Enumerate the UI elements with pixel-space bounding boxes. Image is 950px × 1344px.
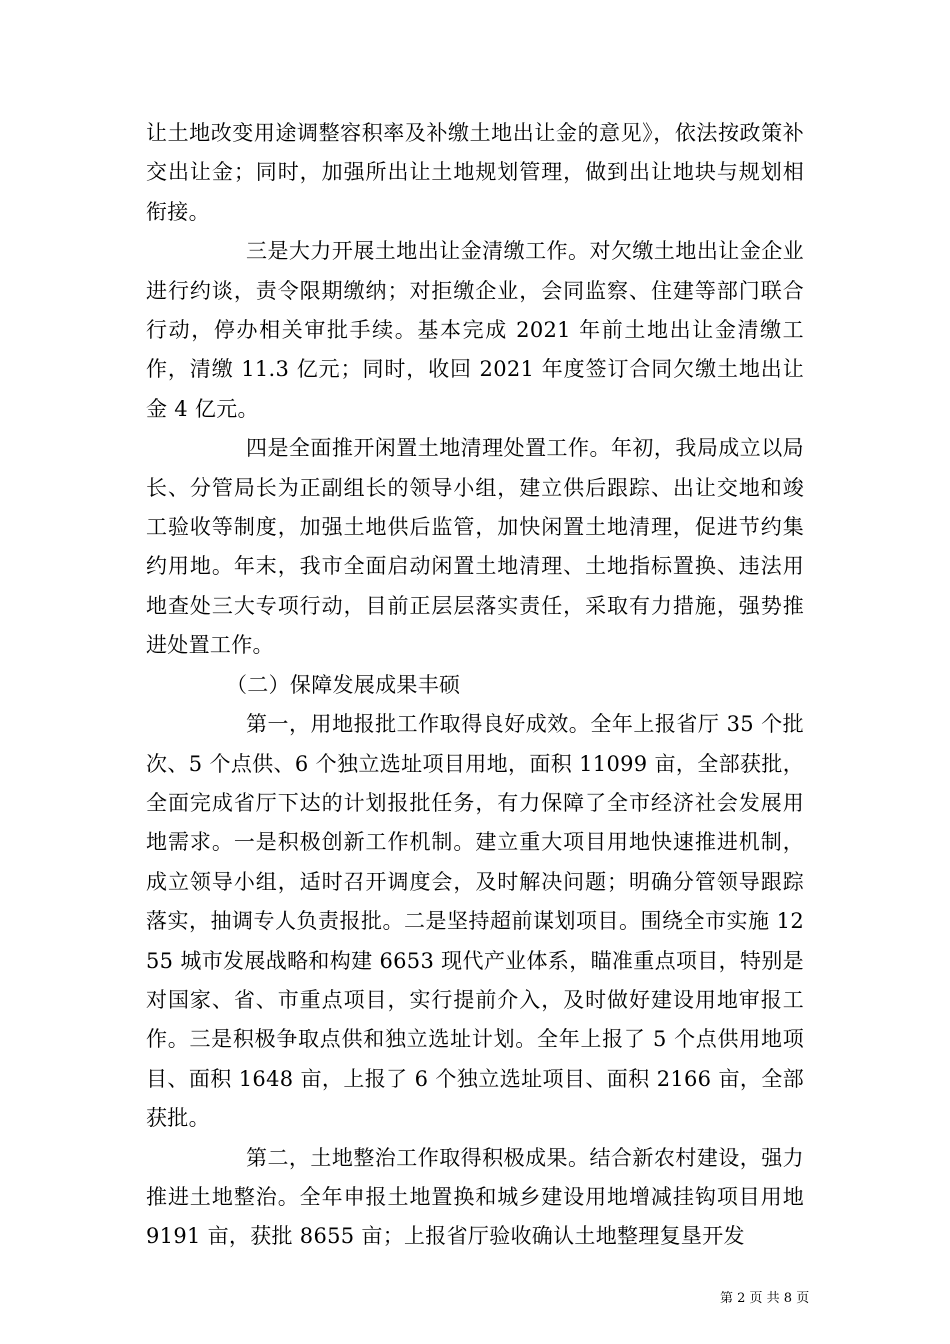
paragraph-idle-land-cleanup: 四是全面推开闲置土地清理处置工作。年初，我局成立以局长、分管局长为正副组长的领导小组，建立供后跟踪、出让交地和竣工验收等制度，加强土地供后监管，加快闲置土地清理，促进节约集约用地。年末，我市全面启动闲置土地清理、土地指标置换、违法用地查处三大专项行动，目前正层层落实责任，采取有力措施，强势推进处置工作。: [146, 436, 804, 658]
paragraph-land-consolidation: 第二，土地整治工作取得积极成果。结合新农村建设，强力推进土地整治。全年申报土地置换和城乡建设用地增减挂钩项目用地 9191 亩，获批 8655 亩；上报省厅验收确认土地整理复垦开发: [146, 1145, 804, 1249]
document-body: [146, 114, 804, 1257]
page-number-footer: 第 2 页 共 8 页: [720, 1291, 810, 1306]
paragraph-land-fee-collection: 三是大力开展土地出让金清缴工作。对欠缴土地出让金企业进行约谈，责令限期缴纳；对拒缴企业，会同监察、住建等部门联合行动，停办相关审批手续。基本完成 2021 年前土地出让金清缴工作，清缴 11.3 亿元；同时，收回 2021 年度签订合同欠缴土地出让金 4 亿元。: [146, 239, 804, 421]
paragraph-land-approval: 第一，用地报批工作取得良好成效。全年上报省厅 35 个批次、5 个点供、6 个独立选址项目用地，面积 11099 亩，全部获批，全面完成省厅下达的计划报批任务，有力保障了全市经济社会发展用地需求。一是积极创新工作机制。建立重大项目用地快速推进机制，成立领导小组，适时召开调度会，及时解决问题；明确分管领导跟踪落实，抽调专人负责报批。二是坚持超前谋划项目。围绕全市实施 1255 城市发展战略和构建 6653 现代产业体系，瞄准重点项目，特别是对国家、省、市重点项目，实行提前介入，及时做好建设用地审报工作。三是积极争取点供和独立选址计划。全年上报了 5 个点供用地项目、面积 1648 亩，上报了 6 个独立选址项目、面积 2166 亩，全部获批。: [146, 712, 804, 1131]
section-heading-development-results: （二）保障发展成果丰硕: [226, 672, 461, 697]
paragraph-land-use-adjustment: 让土地改变用途调整容积率及补缴土地出让金的意见》，依法按政策补交出让金；同时，加强所出让土地规划管理，做到出让地块与规划相衔接。: [146, 121, 804, 224]
